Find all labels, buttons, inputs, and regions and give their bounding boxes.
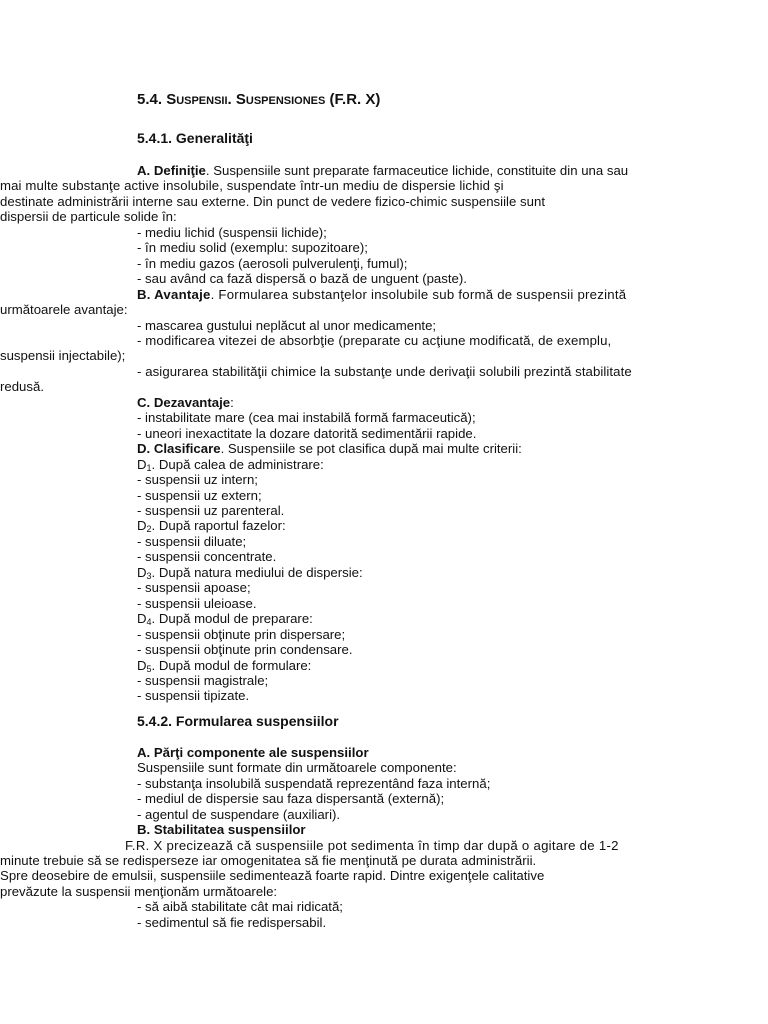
list-item: - sau având ca fază dispersă o bază de unguent (paste).	[137, 271, 467, 287]
page-title: 5.4. Suspensii. Suspensiones (F.R. X)	[137, 91, 381, 108]
list-item: - asigurarea stabilităţii chimice la substanţe unde derivaţii solubili prezintă stabilitate	[137, 363, 632, 379]
definition-paragraph: A. Definiţie. Suspensiile sunt preparate farmaceutice lichide, constituite din una sau mai multe substanţe active insolubile, suspendate într-un mediu de dispersie lichid şi destinate administrării interne sau externe. Din punct de vedere fizico-chimic suspensiile sunt dispersii de particule solide în: - mediu lichid (suspensii lichide); - în mediu solid (exemplu: supozitoare); - în mediu gazos (aerosoli pulverulenţi, fumul); - sau având ca fază dispersă o bază de unguent (paste).	[137, 163, 677, 287]
list-item: - suspensii uz intern;	[137, 472, 258, 488]
disadvantages-paragraph: C. Dezavantaje: - instabilitate mare (cea mai instabilă formă farmaceutică); - uneori inexactitate la dozare datorită sedimentării rapide.	[137, 395, 677, 441]
list-item: - agentul de suspendare (auxiliari).	[137, 806, 341, 822]
list-item: - mediu lichid (suspensii lichide);	[137, 224, 327, 240]
criterion-d4: $D_4$. După modul de preparare:	[137, 611, 313, 628]
list-item: - substanţa insolubilă suspendată reprezentând faza internă;	[137, 775, 491, 791]
list-item: - în mediu solid (exemplu: supozitoare);	[137, 240, 368, 256]
classification-paragraph: D. Clasificare. Suspensiile se pot clasifica după mai multe criterii: $D_1$. După calea de administrare: - suspensii uz intern; - suspensii uz extern; - suspensii uz parenteral. $D_2$. După raportul fazelor: - suspensii diluate; - suspensii concentrate. $D_3$. După natura mediului de dispersie: - suspensii apoase; - suspensii uleioase. $D_4$. După modul de preparare: - suspensii obţinute prin dispersare; - suspensii obţinute prin condensare. $D_5$. După modul de formulare: - suspensii magistrale; - suspensii tipizate.	[137, 441, 677, 704]
list-item: - mascarea gustului neplăcut al unor medicamente;	[137, 317, 437, 333]
list-item: - mediul de dispersie sau faza dispersantă (externă);	[137, 791, 445, 807]
components-paragraph: A. Părţi componente ale suspensiilor Suspensiile sunt formate din următoarele componente: - substanţa insolubilă suspendată reprezentând faza internă; - mediul de dispersie sau faza dispersantă (externă); - agentul de suspendare (auxiliari).	[137, 745, 677, 822]
list-item: - suspensii obţinute prin dispersare;	[137, 626, 346, 642]
list-item: - sedimentul să fie redispersabil.	[137, 914, 327, 930]
subheading-components: A. Părţi componente ale suspensiilor	[137, 744, 369, 760]
list-item: - modificarea vitezei de absorbţie (preparate cu acţiune modificată, de exemplu,	[137, 332, 612, 348]
list-item: - suspensii concentrate.	[137, 549, 277, 565]
criterion-d2: $D_2$. După raportul fazelor:	[137, 518, 286, 535]
list-item: - suspensii uleioase.	[137, 595, 257, 611]
subheading-stability: B. Stabilitatea suspensiilor	[137, 822, 306, 838]
section-heading-formulare: 5.4.2. Formularea suspensiilor	[137, 712, 339, 729]
list-item: - suspensii uz parenteral.	[137, 502, 285, 518]
criterion-d5: $D_5$. După modul de formulare:	[137, 657, 312, 674]
list-item: - suspensii magistrale;	[137, 672, 269, 688]
list-item: - uneori inexactitate la dozare datorită sedimentării rapide.	[137, 425, 477, 441]
advantages-paragraph: B. Avantaje. Formularea substanţelor insolubile sub formă de suspensii prezintă următoarele avantaje: - mascarea gustului neplăcut al unor medicamente; - modificarea vitezei de absorbţie (preparate cu acţiune modificată, de exemplu, suspensii injectabile); - asigurarea stabilităţii chimice la substanţe unde derivaţii solubili prezintă stabilitate redusă.	[137, 287, 677, 395]
list-item: - instabilitate mare (cea mai instabilă formă farmaceutică);	[137, 410, 476, 426]
list-item: - suspensii uz extern;	[137, 487, 262, 503]
criterion-d3: $D_3$. După natura mediului de dispersie:	[137, 564, 363, 581]
list-item: - în mediu gazos (aerosoli pulverulenţi, fumul);	[137, 255, 408, 271]
list-item: - suspensii tipizate.	[137, 688, 250, 704]
list-item: - suspensii obţinute prin condensare.	[137, 642, 353, 658]
stability-paragraph: B. Stabilitatea suspensiilor F.R. X precizează că suspensiile pot sedimenta în timp dar după o agitare de 1-2 minute trebuie să se redisperseze iar omogenitatea să fie menţinută pe durata administrării. Spre deosebire de emulsii, suspensiile sedimentează foarte rapid. Dintre exigenţele calitative prevăzute la suspensii menţionăm următoarele: - să aibă stabilitate cât mai ridicată; - sedimentul să fie redispersabil.	[137, 822, 677, 930]
list-item: - suspensii apoase;	[137, 580, 251, 596]
document-content	[0, 90, 677, 930]
list-item: - să aibă stabilitate cât mai ridicată;	[137, 899, 343, 915]
section-heading-generalitati: 5.4.1. Generalităţi	[137, 130, 253, 146]
list-item: - suspensii diluate;	[137, 533, 247, 549]
criterion-d1: $D_1$. După calea de administrare:	[137, 456, 324, 473]
